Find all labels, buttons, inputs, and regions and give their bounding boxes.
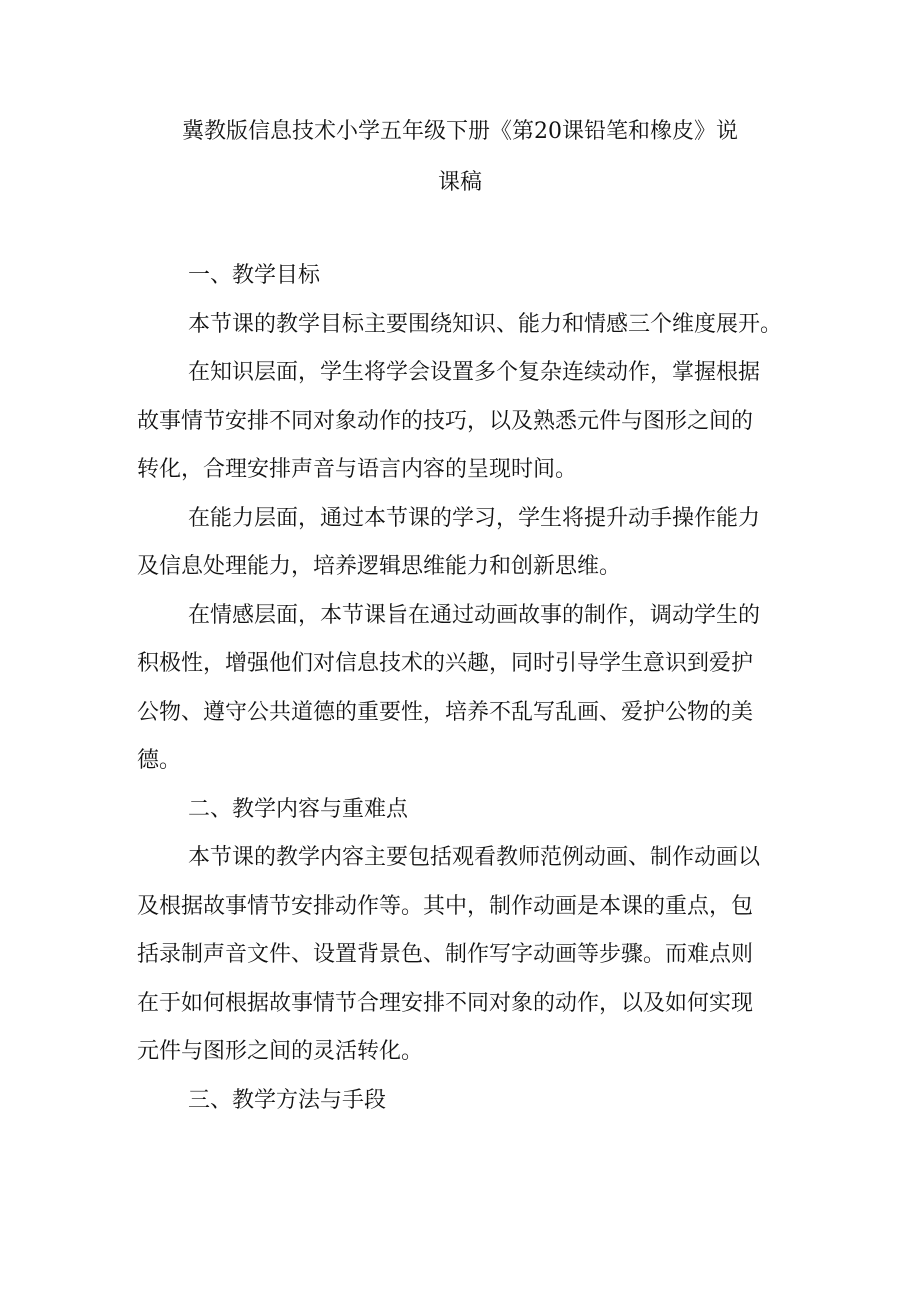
document-title-line-2: 课稿 (437, 170, 482, 195)
section-heading-objectives: 一、教学目标 (188, 263, 321, 288)
paragraph-line: 转化，合理安排声音与语言内容的呈现时间。 (137, 457, 578, 482)
document-body (137, 252, 797, 1125)
section-heading-methods: 三、教学方法与手段 (188, 1087, 387, 1113)
paragraph-line: 本节课的教学目标主要围绕知识、能力和情感三个维度展开。 (188, 311, 783, 337)
paragraph-line: 公物、遵守公共道德的重要性，培养不乱写乱画、爱护公物的美 (137, 699, 754, 725)
document-title-line-1: 冀教版信息技术小学五年级下册《第20课铅笔和橡皮》说 (182, 119, 738, 144)
paragraph-line: 积极性，增强他们对信息技术的兴趣，同时引导学生意识到爱护 (137, 651, 754, 676)
paragraph-line: 括录制声音文件、设置背景色、制作写字动画等步骤。而难点则 (137, 942, 754, 967)
section-heading-content: 二、教学内容与重难点 (188, 796, 409, 822)
paragraph-line: 元件与图形之间的灵活转化。 (137, 1039, 424, 1064)
paragraph-line: 及信息处理能力，培养逻辑思维能力和创新思维。 (137, 554, 622, 579)
paragraph-line: 本节课的教学内容主要包括观看教师范例动画、制作动画以 (188, 845, 761, 870)
paragraph-line: 在能力层面，通过本节课的学习，学生将提升动手操作能力 (188, 505, 761, 531)
paragraph-line: 德。 (137, 748, 182, 773)
paragraph-line: 在知识层面，学生将学会设置多个复杂连续动作，掌握根据 (188, 360, 761, 385)
paragraph-line: 在情感层面，本节课旨在通过动画故事的制作，调动学生的 (188, 602, 761, 628)
paragraph-line: 故事情节安排不同对象动作的技巧，以及熟悉元件与图形之间的 (137, 408, 754, 434)
paragraph-line: 及根据故事情节安排动作等。其中，制作动画是本课的重点，包 (137, 893, 754, 919)
paragraph-line: 在于如何根据故事情节合理安排不同对象的动作，以及如何实现 (137, 990, 754, 1016)
